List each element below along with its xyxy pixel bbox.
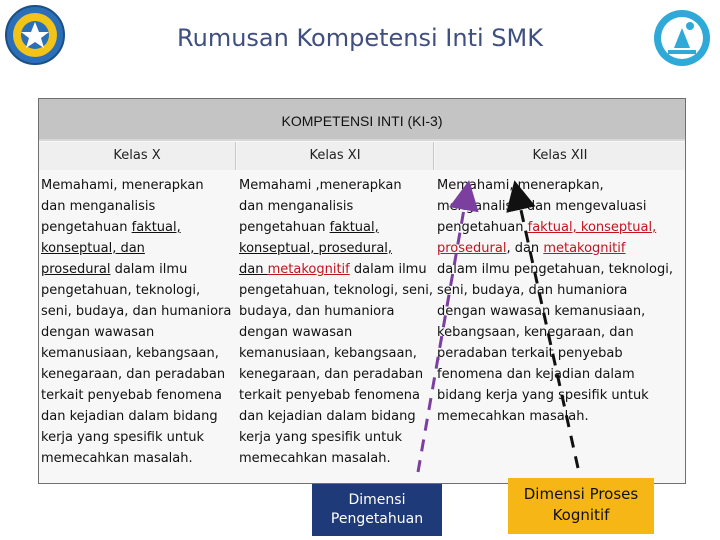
description-text: prosedural: [41, 262, 111, 277]
description-text: faktual,: [329, 220, 379, 235]
description-text: dalam ilmu pengetahuan, teknologi,: [437, 262, 673, 277]
column-header-kelas-xii: Kelas XII: [435, 142, 685, 170]
description-text: Memahami, menerapkan: [41, 178, 204, 193]
description-text: pengetahuan, teknologi,: [41, 283, 201, 298]
description-text: terkait penyebab fenomena: [239, 388, 420, 403]
description-text: memecahkan masalah.: [437, 409, 589, 424]
description-text: seni, budaya, dan humaniora: [41, 304, 232, 319]
description-text: konseptual, prosedural,: [239, 241, 393, 256]
description-text: dan kejadian dalam bidang: [41, 409, 218, 424]
column-header-kelas-xi: Kelas XI: [237, 142, 434, 170]
description-text: metakognitif: [267, 262, 350, 277]
description-text: terkait penyebab fenomena: [41, 388, 222, 403]
description-text: konseptual, dan: [41, 241, 145, 256]
description-text: Memahami, menerapkan,: [437, 178, 604, 193]
description-text: memecahkan masalah.: [41, 451, 193, 466]
description-text: kemanusiaan, kebangsaan,: [239, 346, 417, 361]
description-text: kebangsaan, kenegaraan, dan: [437, 325, 634, 340]
column-header-kelas-x: Kelas X: [39, 142, 236, 170]
description-text: fenomena dan kejadian dalam: [437, 367, 635, 382]
description-text: dan kejadian dalam bidang: [239, 409, 416, 424]
description-text: budaya, dan humaniora: [239, 304, 395, 319]
description-text: bidang kerja yang spesifik untuk: [437, 388, 649, 403]
description-text: memecahkan masalah.: [239, 451, 391, 466]
description-text: kemanusiaan, kebangsaan,: [41, 346, 219, 361]
description-text: , dan: [506, 241, 544, 256]
slide-title: Rumusan Kompetensi Inti SMK: [177, 24, 543, 52]
description-text: faktual,: [131, 220, 181, 235]
description-text: pengetahuan, teknologi, seni,: [239, 283, 434, 298]
description-text: dengan wawasan: [239, 325, 353, 340]
knowledge-dimension-arrow: [418, 192, 467, 472]
dimensi-pengetahuan-box: Dimensi Pengetahuan: [312, 484, 442, 536]
description-text: Memahami ,menerapkan: [239, 178, 402, 193]
description-text: pengetahuan: [41, 220, 132, 235]
description-text: pengetahuan: [239, 220, 330, 235]
description-text: seni, budaya, dan humaniora: [437, 283, 628, 298]
description-text: dan menganalisis: [41, 199, 156, 214]
description-text: menganalisis dan mengevaluasi: [437, 199, 647, 214]
dimensi-proses-kognitif-box: Dimensi Proses Kognitif: [508, 478, 654, 534]
description-text: kenegaraan, dan peradaban: [239, 367, 424, 382]
description-text: peradaban terkait penyebab: [437, 346, 623, 361]
description-text: faktual, konseptual,: [527, 220, 657, 235]
cognitive-process-arrow: [517, 192, 578, 468]
description-text: kenegaraan, dan peradaban: [41, 367, 226, 382]
description-text: kerja yang spesifik untuk: [239, 430, 403, 445]
description-text: dengan wawasan: [41, 325, 155, 340]
description-text: pengetahuan: [437, 220, 528, 235]
description-text: dan: [239, 262, 268, 277]
description-text: metakognitif: [543, 241, 626, 256]
description-text: dengan wawasan kemanusiaan,: [437, 304, 646, 319]
description-text: kerja yang spesifik untuk: [41, 430, 205, 445]
description-text: prosedural: [437, 241, 507, 256]
description-text: dan menganalisis: [239, 199, 354, 214]
description-text: dalam ilmu: [110, 262, 188, 277]
description-text: dalam ilmu: [349, 262, 427, 277]
table-title: KOMPETENSI INTI (KI-3): [281, 113, 443, 129]
